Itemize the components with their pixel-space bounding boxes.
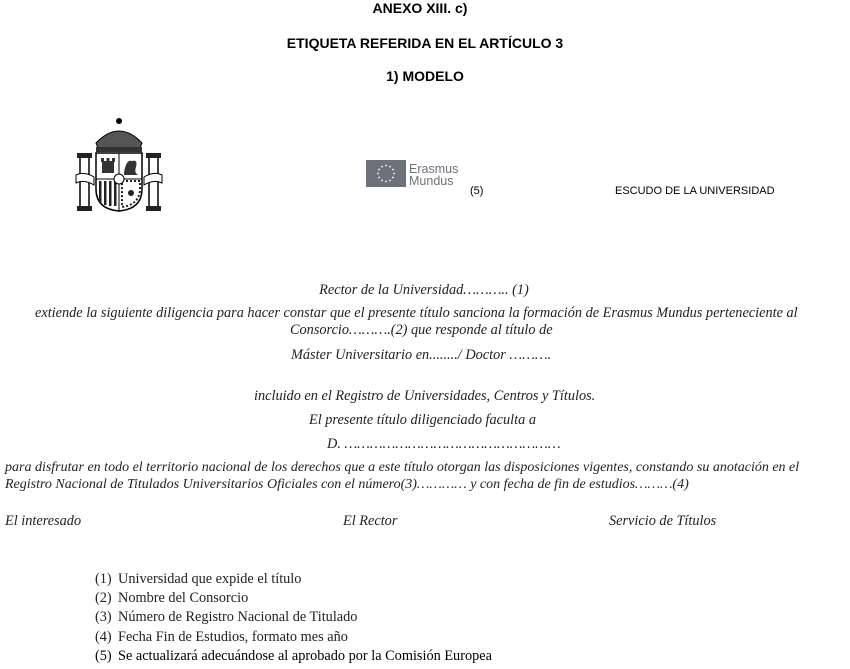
master-line: Máster Universitario en......../ Doctor ………. [291, 347, 552, 363]
footnote-text: Número de Registro Nacional de Titulado [118, 609, 358, 626]
footnote-item [95, 628, 492, 647]
footnote-number: (5) [95, 647, 112, 664]
disfrutar-line-2: Registro Nacional de Titulados Universitarios Oficiales con el número(3)………… y con fecha de fin de estudios………(4) [5, 477, 689, 492]
footnote-text: Se actualizará adecuándose al aprobado por la Comisión Europea [118, 647, 492, 664]
eu-flag-icon [366, 160, 406, 187]
registro-line: incluido en el Registro de Universidades, Centros y Títulos. [254, 388, 596, 404]
footnote-text: Universidad que expide el título [118, 571, 302, 587]
footnote-number: (4) [95, 628, 112, 645]
university-shield-label: ESCUDO DE LA UNIVERSIDAD [615, 185, 775, 197]
extiende-line-1: extiende la siguiente diligencia para hacer constar que el presente título sanciona la formación de Erasmus Mundus perteneciente al [35, 305, 798, 321]
extiende-line-2: Consorcio……….(2) que responde al título de [290, 322, 553, 338]
footnote-item [95, 608, 492, 627]
mundus-text: Mundus [409, 174, 454, 188]
footnote-number: (1) [95, 571, 112, 587]
faculta-line: El presente título diligenciado faculta a [309, 412, 536, 428]
footnote-item [95, 570, 492, 589]
signature-servicio: Servicio de Títulos [609, 513, 717, 529]
footnote-item [95, 589, 492, 608]
spain-coat-of-arms-icon [74, 115, 164, 213]
footnotes-list [95, 570, 492, 666]
signature-rector: El Rector [343, 513, 398, 529]
footnote-number: (2) [95, 590, 112, 607]
label-title: ETIQUETA REFERIDA EN EL ARTÍCULO 3 [286, 35, 564, 51]
footnote-ref-5: (5) [470, 185, 484, 197]
model-title: 1) MODELO [386, 68, 464, 84]
footnote-text: Nombre del Consorcio [118, 590, 249, 607]
footnote-item [95, 647, 492, 666]
erasmus-text: Erasmus [409, 162, 459, 176]
footnote-text: Fecha Fin de Estudios, formato mes año [118, 628, 348, 645]
beneficiary-line: D. …………………………………………… [327, 436, 561, 452]
annex-title: ANEXO XIII. c) [372, 0, 468, 16]
signature-interesado: El interesado [5, 513, 82, 529]
disfrutar-line-1: para disfrutar en todo el territorio nacional de los derechos que a este título otorgan las disposiciones vigentes, constando su anotación en el [5, 460, 800, 475]
footnote-number: (3) [95, 609, 112, 626]
rector-line: Rector de la Universidad……….. (1) [319, 282, 529, 298]
